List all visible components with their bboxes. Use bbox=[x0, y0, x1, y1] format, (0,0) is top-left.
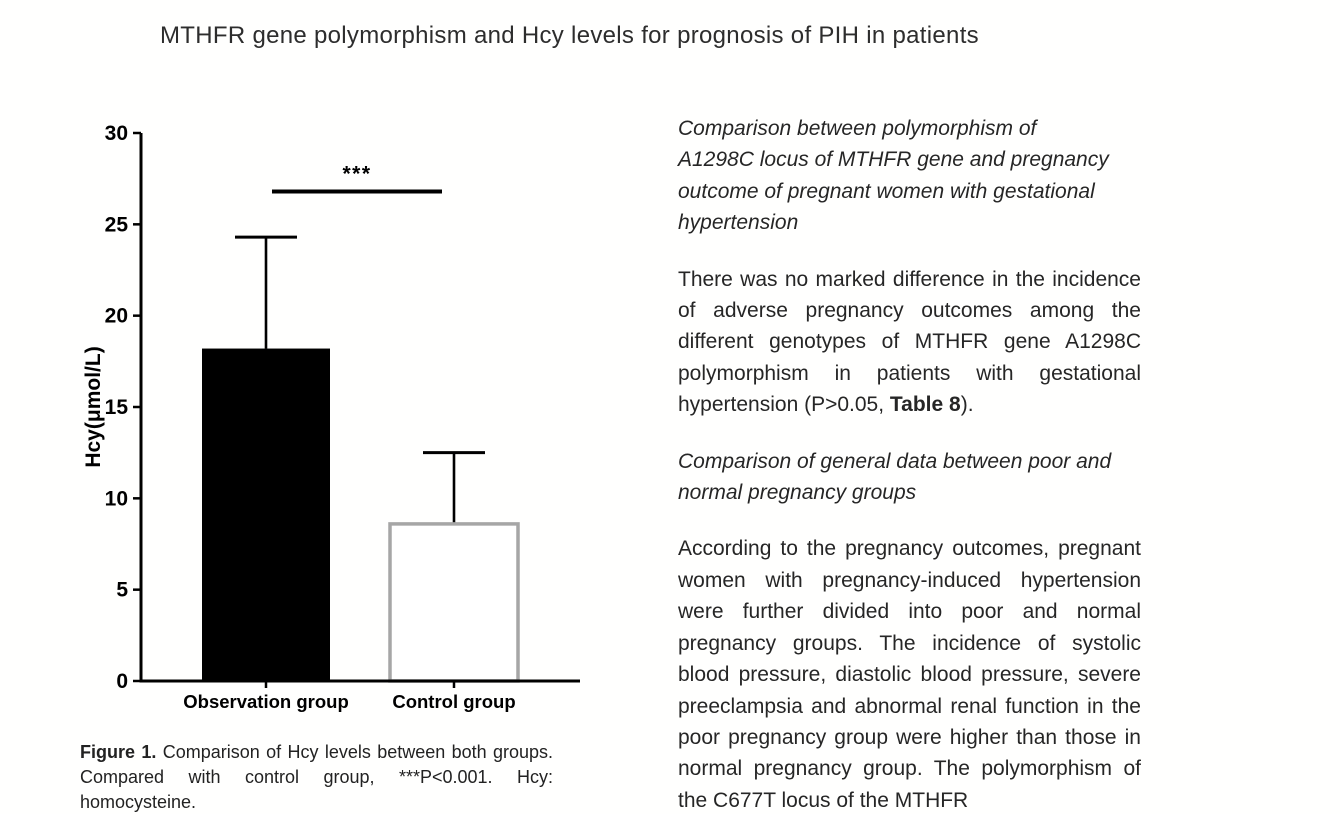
significance-stars: *** bbox=[342, 162, 372, 186]
figure1-caption-label: Figure 1. bbox=[80, 742, 157, 762]
figure1-bar-chart bbox=[60, 110, 620, 730]
heading-line: Comparison of general data between poor and bbox=[678, 449, 1112, 473]
figure1-caption-text: Comparison of Hcy levels between both groups. Compared with control group, ***P<0.001. Hcy: homocysteine. bbox=[80, 742, 554, 812]
section-heading-a1298c bbox=[678, 113, 1141, 239]
y-tick-label: 25 bbox=[104, 213, 128, 237]
paragraph-text: According to the pregnancy outcomes, pregnant women with pregnancy-induced hypertension were further divided into poor and normal pregnancy groups. The incidence of systolic blood pressure, diastolic blood pressure, severe preeclampsia and abnormal renal function in the poor pregnancy group were higher than those in normal pregnancy group. The polymorphism of the C677T locus of the MTHFR bbox=[678, 537, 1141, 812]
heading-line: normal pregnancy groups bbox=[678, 481, 917, 505]
bar-observation-group bbox=[202, 349, 330, 681]
paragraph-text: There was no marked difference in the incidence of adverse pregnancy outcomes among the different genotypes of MTHFR gene A1298C polymorphism in patients with gestational hypertension (P>0.05, bbox=[678, 267, 1141, 417]
paragraph-a1298c-results bbox=[678, 264, 1141, 421]
y-tick-label: 30 bbox=[104, 122, 128, 145]
x-category-label: Control group bbox=[392, 691, 516, 712]
paragraph-text: ). bbox=[960, 393, 974, 417]
article-column bbox=[678, 113, 1141, 814]
section-heading-general-data bbox=[678, 446, 1141, 509]
table8-reference: Table 8 bbox=[889, 393, 961, 417]
y-tick-label: 20 bbox=[104, 304, 128, 328]
y-tick-label: 15 bbox=[104, 396, 128, 419]
heading-line: hypertension bbox=[678, 211, 799, 235]
bar-control-group bbox=[390, 524, 518, 681]
y-tick-label: 5 bbox=[116, 578, 128, 602]
x-category-label: Observation group bbox=[183, 691, 349, 712]
paragraph-general-data bbox=[678, 533, 1141, 814]
heading-line: Comparison between polymorphism of bbox=[678, 117, 1037, 140]
page-title: MTHFR gene polymorphism and Hcy levels for prognosis of PIH in patients bbox=[160, 22, 979, 49]
figure1-caption bbox=[80, 740, 553, 814]
y-axis-title: Hcy(μmol/L) bbox=[82, 346, 105, 468]
y-tick-label: 0 bbox=[116, 670, 128, 693]
heading-line: outcome of pregnant women with gestational bbox=[678, 179, 1095, 203]
heading-line: A1298C locus of MTHFR gene and pregnancy bbox=[678, 148, 1109, 172]
y-tick-label: 10 bbox=[104, 487, 128, 511]
